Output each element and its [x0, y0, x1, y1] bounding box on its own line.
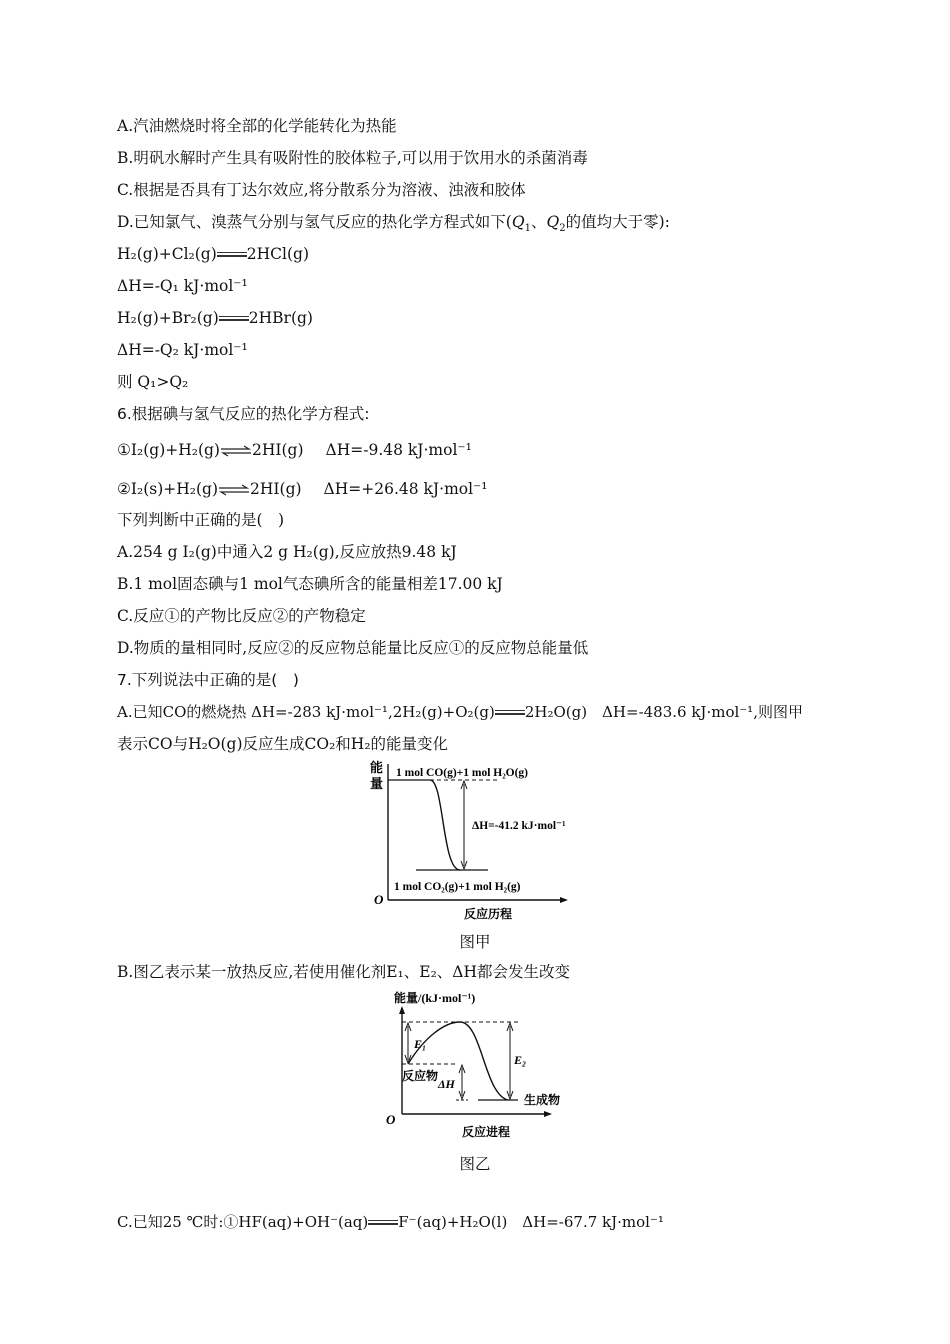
- xlabel: 反应历程: [464, 907, 513, 921]
- xlabel: 反应进程: [462, 1125, 511, 1139]
- question-6: 6.根据碘与氢气反应的热化学方程式:: [117, 405, 370, 423]
- q7-option-a: A.已知CO的燃烧热 ΔH=-283 kJ·mol⁻¹,2H₂(g)+O₂(g) 2H₂O(g) ΔH=-483.6 kJ·mol⁻¹,则图甲: [117, 703, 803, 721]
- figure-yi-caption: 图乙: [459, 1155, 491, 1173]
- option-b: B.明矾水解时产生具有吸附性的胶体粒子,可以用于饮用水的杀菌消毒: [117, 149, 588, 167]
- conclusion: 则 Q₁>Q₂: [117, 373, 189, 391]
- origin-label: O: [374, 892, 384, 907]
- question-7: 7.下列说法中正确的是( ): [117, 671, 299, 689]
- enthalpy-hbr: ΔH=-Q₂ kJ·mol⁻¹: [117, 341, 248, 359]
- equals-sign: [368, 1219, 398, 1226]
- option-d: D.已知氯气、溴蒸气分别与氢气反应的热化学方程式如下($Q_1$、$Q_2$的值均大于零):: [117, 213, 670, 235]
- origin-label: O: [386, 1112, 396, 1127]
- equals-sign: [217, 251, 247, 258]
- x-axis-arrow-icon: [544, 1111, 552, 1117]
- dh-label: ΔH: [438, 1077, 455, 1091]
- x-axis-arrow-icon: [560, 897, 568, 903]
- question-6-ask: 下列判断中正确的是( ): [117, 511, 285, 529]
- q7-option-b: B.图乙表示某一放热反应,若使用催化剂E₁、E₂、ΔH都会发生改变: [117, 963, 571, 981]
- products-label: 1 mol CO₂(g)+1 mol H₂(g): [394, 881, 521, 893]
- enthalpy-hcl: ΔH=-Q₁ kJ·mol⁻¹: [117, 277, 248, 295]
- reaction-2: ②I₂(s)+H₂(g) 2HI(g) ΔH=+26.48 kJ·mol⁻¹: [117, 480, 488, 498]
- reactants-label: 1 mol CO(g)+1 mol H₂O(g): [396, 767, 529, 779]
- dh-label: ΔH=-41.2 kJ·mol⁻¹: [472, 820, 566, 832]
- ylabel: 能量/(kJ·mol⁻¹): [394, 991, 476, 1005]
- option-a: A.汽油燃烧时将全部的化学能转化为热能: [117, 117, 397, 135]
- energy-curve: [408, 1022, 508, 1100]
- equation-hcl: H₂(g)+Cl₂(g) 2HCl(g): [117, 245, 309, 263]
- ylabel-bottom: 量: [370, 776, 384, 791]
- reaction-1: ①I₂(g)+H₂(g) 2HI(g) ΔH=-9.48 kJ·mol⁻¹: [117, 441, 472, 459]
- equilibrium-arrow-icon: [218, 484, 250, 496]
- energy-curve: [430, 780, 460, 870]
- figure-yi: [378, 988, 578, 1142]
- q6-option-d: D.物质的量相同时,反应②的反应物总能量比反应①的反应物总能量低: [117, 639, 589, 657]
- product-label: 生成物: [524, 1093, 561, 1107]
- reactant-label: 反应物: [402, 1069, 439, 1083]
- q7-option-c: C.已知25 ℃时:①HF(aq)+OH⁻(aq) F⁻(aq)+H₂O(l) ΔH=-67.7 kJ·mol⁻¹: [117, 1213, 664, 1231]
- e1-label: E₁: [414, 1037, 427, 1051]
- figure-jia: [360, 758, 600, 926]
- equals-sign: [495, 709, 525, 716]
- q7-option-a-cont: 表示CO与H₂O(g)反应生成CO₂和H₂的能量变化: [117, 735, 449, 753]
- q6-option-a: A.254 g I₂(g)中通入2 g H₂(g),反应放热9.48 kJ: [117, 543, 457, 561]
- equilibrium-arrow-icon: [220, 445, 252, 457]
- y-axis-arrow-icon: [399, 1006, 405, 1014]
- figure-jia-caption: 图甲: [459, 933, 491, 951]
- e2-label: E₂: [514, 1053, 527, 1067]
- equation-hbr: H₂(g)+Br₂(g) 2HBr(g): [117, 309, 313, 327]
- option-c: C.根据是否具有丁达尔效应,将分散系分为溶液、浊液和胶体: [117, 181, 526, 199]
- q6-option-c: C.反应①的产物比反应②的产物稳定: [117, 607, 366, 625]
- ylabel-top: 能: [370, 760, 384, 775]
- equals-sign: [219, 315, 249, 322]
- q6-option-b: B.1 mol固态碘与1 mol气态碘所含的能量相差17.00 kJ: [117, 575, 503, 593]
